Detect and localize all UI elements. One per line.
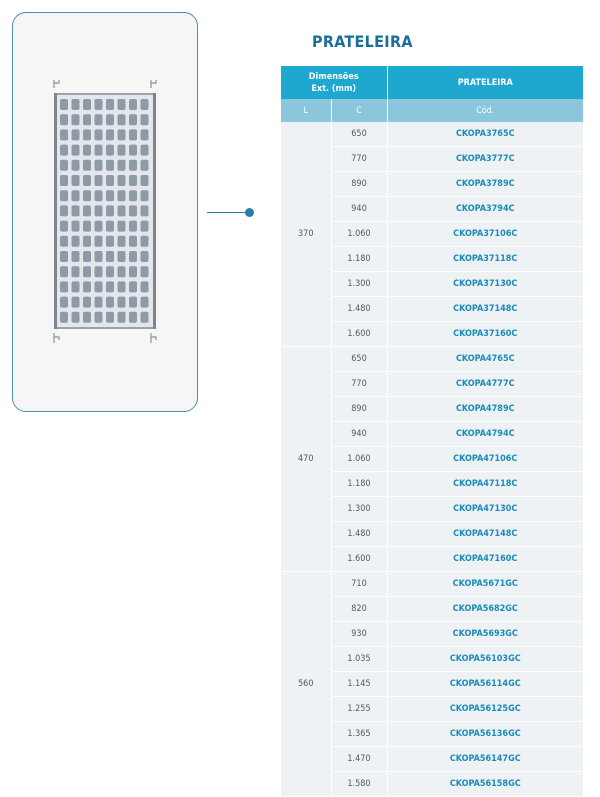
product-table [281, 66, 583, 797]
length-cell: 1.255 [331, 697, 387, 722]
length-cell: 770 [331, 372, 387, 397]
dimensions-header: Dimensões Ext. (mm) [281, 66, 387, 99]
length-cell: 1.300 [331, 272, 387, 297]
product-code-cell: CKOPA47106C [387, 447, 583, 472]
length-cell: 890 [331, 397, 387, 422]
product-code-cell: CKOPA37130C [387, 272, 583, 297]
product-code-cell: CKOPA56125GC [387, 697, 583, 722]
product-code-cell: CKOPA3765C [387, 122, 583, 147]
length-cell: 820 [331, 597, 387, 622]
length-cell: 1.365 [331, 722, 387, 747]
product-code-cell: CKOPA3789C [387, 172, 583, 197]
length-cell: 650 [331, 122, 387, 147]
product-image-card [12, 12, 198, 412]
length-cell: 1.300 [331, 497, 387, 522]
length-cell: 650 [331, 347, 387, 372]
product-code-cell: CKOPA5682GC [387, 597, 583, 622]
length-cell: 1.580 [331, 772, 387, 797]
product-code-cell: CKOPA47160C [387, 547, 583, 572]
length-cell: 940 [331, 197, 387, 222]
product-code-cell: CKOPA56136GC [387, 722, 583, 747]
width-cell: 470 [281, 347, 331, 572]
length-cell: 1.180 [331, 472, 387, 497]
length-cell: 1.600 [331, 322, 387, 347]
product-code-cell: CKOPA3777C [387, 147, 583, 172]
length-cell: 1.480 [331, 522, 387, 547]
length-cell: 890 [331, 172, 387, 197]
product-code-cell: CKOPA37160C [387, 322, 583, 347]
product-code-cell: CKOPA4794C [387, 422, 583, 447]
product-code-cell: CKOPA4777C [387, 372, 583, 397]
col-c-header: C [331, 99, 387, 122]
perforated-shelf-image [13, 13, 199, 413]
length-cell: 770 [331, 147, 387, 172]
width-cell: 560 [281, 572, 331, 797]
length-cell: 1.060 [331, 222, 387, 247]
product-header: PRATELEIRA [387, 66, 583, 99]
length-cell: 1.480 [331, 297, 387, 322]
length-cell: 1.060 [331, 447, 387, 472]
width-cell: 370 [281, 122, 331, 347]
product-code-cell: CKOPA5671GC [387, 572, 583, 597]
product-code-cell: CKOPA37106C [387, 222, 583, 247]
length-cell: 930 [331, 622, 387, 647]
length-cell: 710 [331, 572, 387, 597]
length-cell: 1.145 [331, 672, 387, 697]
product-code-cell: CKOPA56158GC [387, 772, 583, 797]
product-code-cell: CKOPA4765C [387, 347, 583, 372]
product-code-cell: CKOPA37118C [387, 247, 583, 272]
product-code-cell: CKOPA47148C [387, 522, 583, 547]
table-row [281, 122, 583, 147]
table-row [281, 572, 583, 597]
product-code-cell: CKOPA3794C [387, 197, 583, 222]
connector-line [207, 212, 249, 213]
col-l-header: L [281, 99, 331, 122]
page-title: PRATELEIRA [312, 32, 413, 51]
length-cell: 940 [331, 422, 387, 447]
product-code-cell: CKOPA56103GC [387, 647, 583, 672]
connector-dot [245, 208, 254, 217]
length-cell: 1.470 [331, 747, 387, 772]
product-code-cell: CKOPA56114GC [387, 672, 583, 697]
product-code-cell: CKOPA47130C [387, 497, 583, 522]
col-code-header: Cód. [387, 99, 583, 122]
product-code-cell: CKOPA37148C [387, 297, 583, 322]
product-code-cell: CKOPA56147GC [387, 747, 583, 772]
length-cell: 1.035 [331, 647, 387, 672]
product-code-cell: CKOPA4789C [387, 397, 583, 422]
length-cell: 1.600 [331, 547, 387, 572]
length-cell: 1.180 [331, 247, 387, 272]
product-code-cell: CKOPA47118C [387, 472, 583, 497]
table-body [281, 122, 583, 797]
product-code-cell: CKOPA5693GC [387, 622, 583, 647]
table-row [281, 347, 583, 372]
